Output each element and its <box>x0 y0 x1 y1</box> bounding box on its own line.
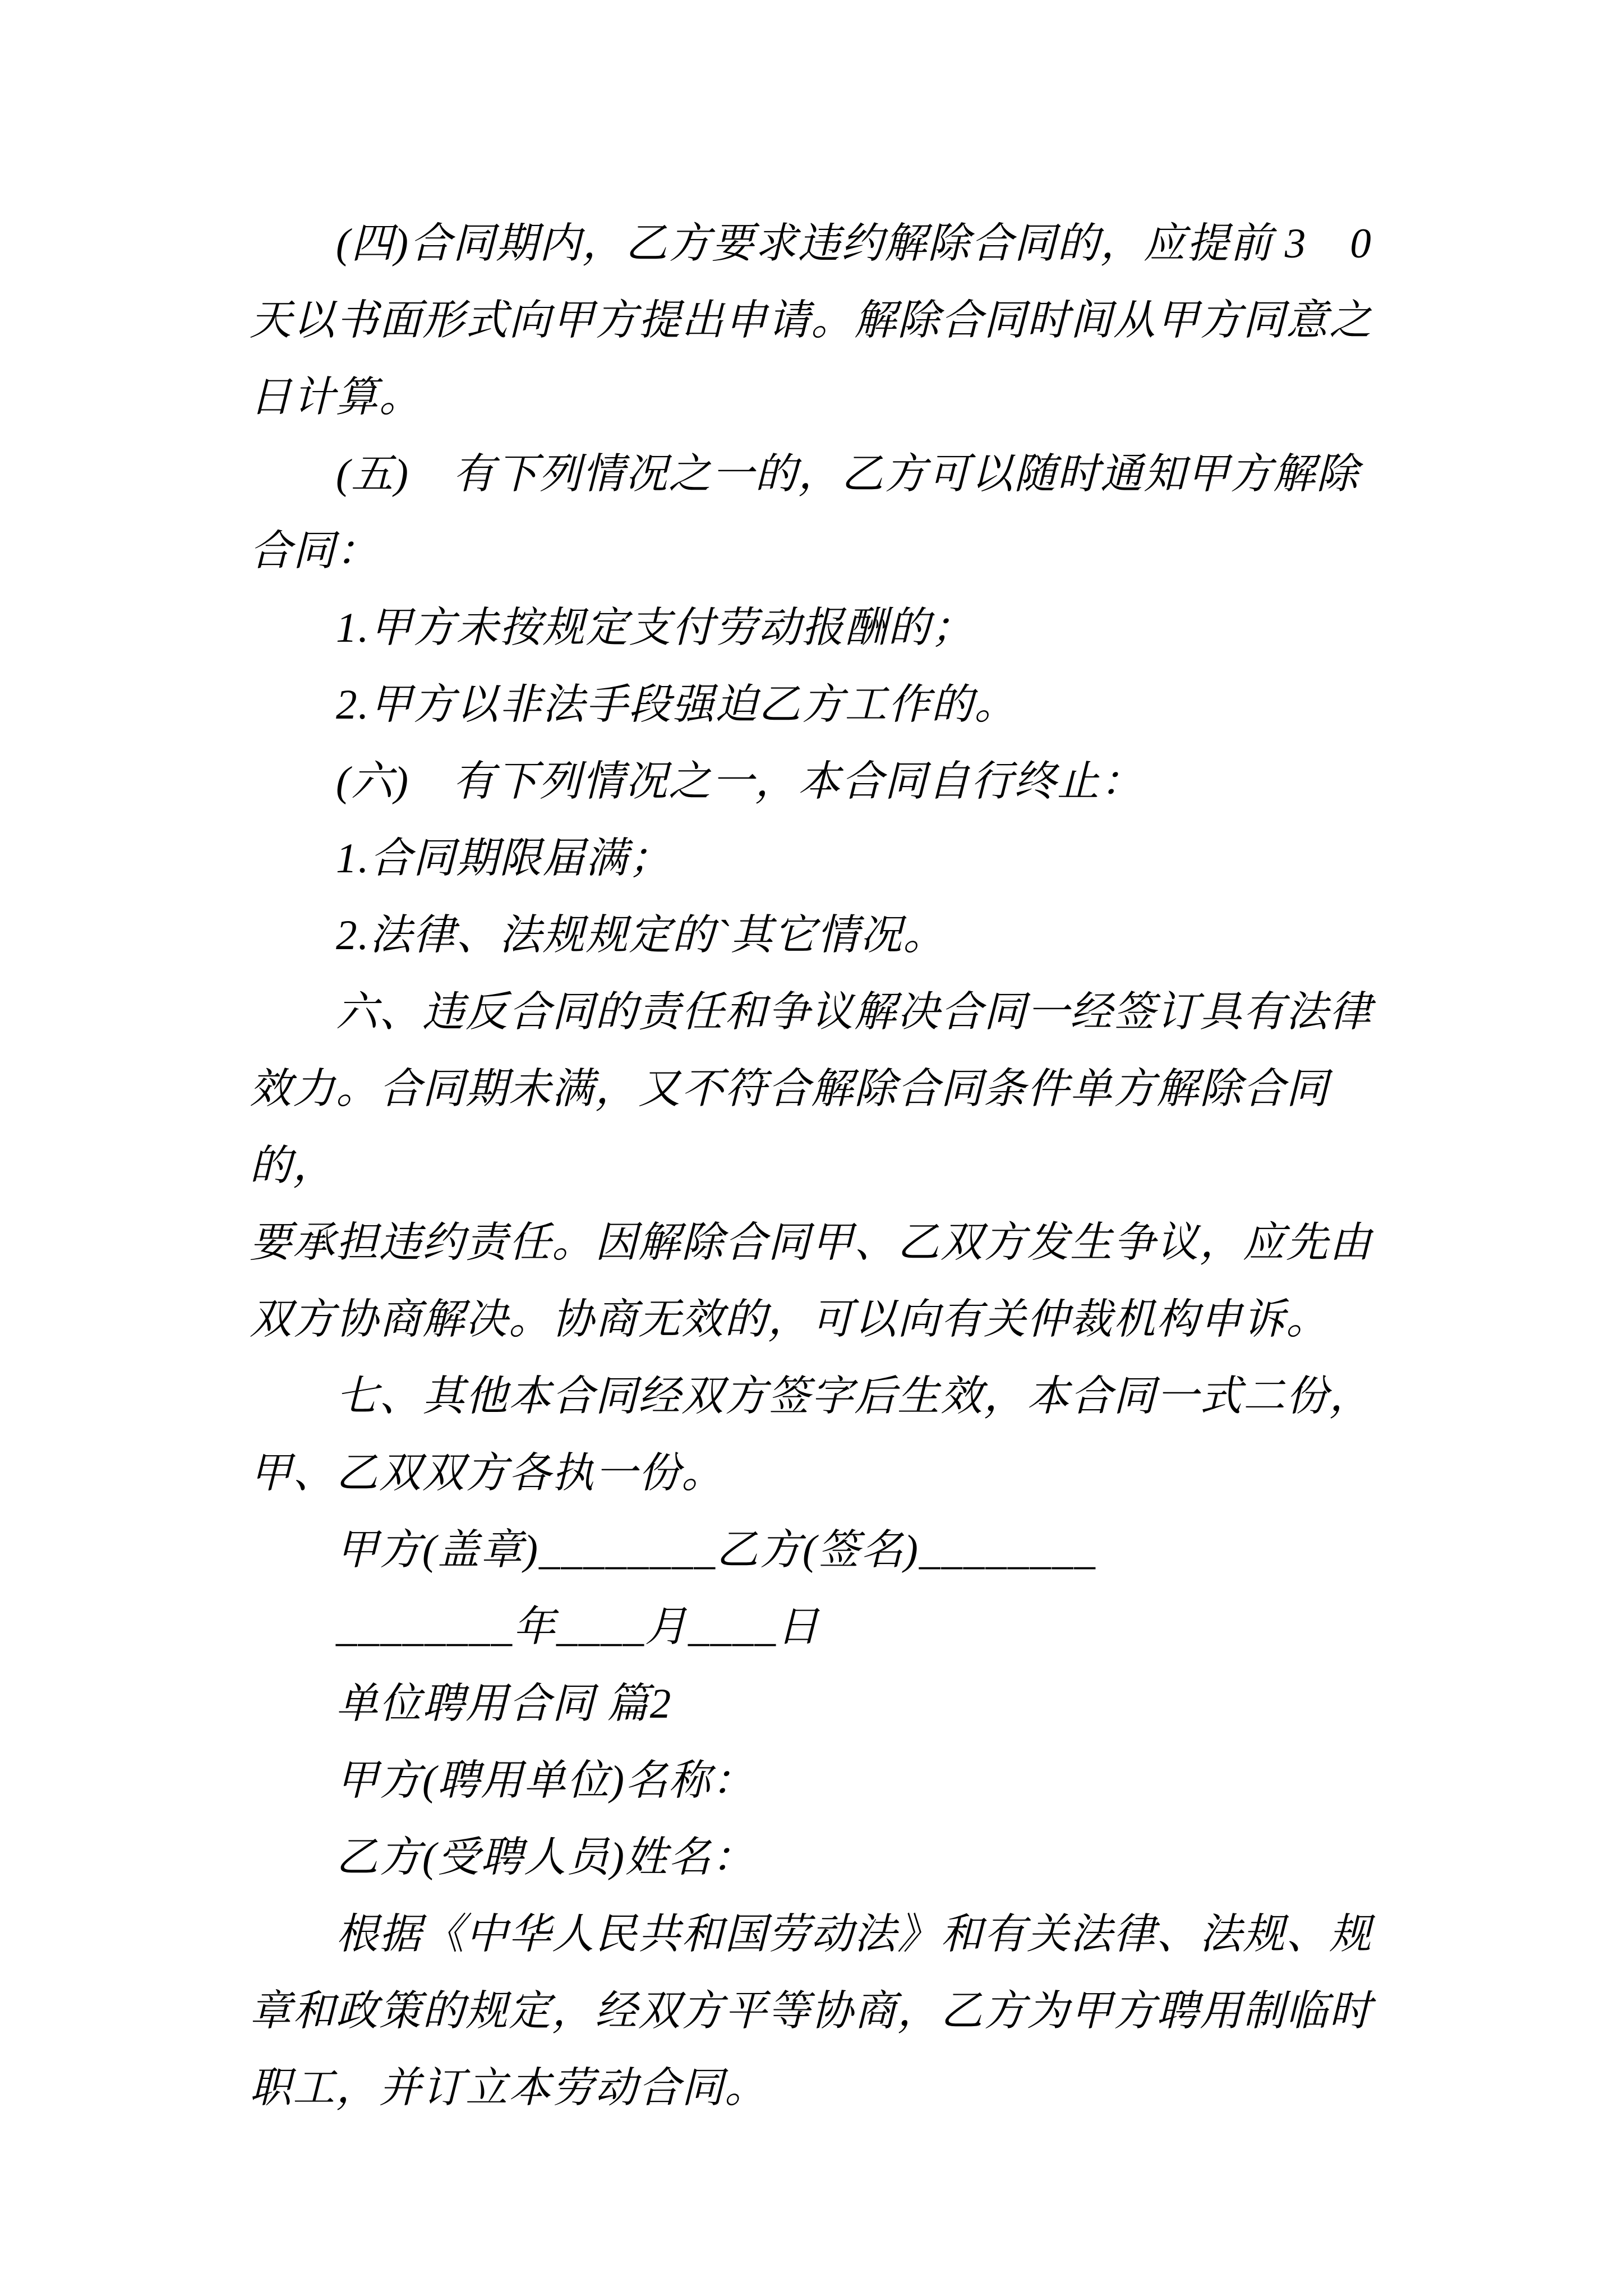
text-line: (四)合同期内，乙方要求违约解除合同的，应提前 3 0 <box>336 220 1372 267</box>
text-line: (六) 有下列情况之一，本合同自行终止： <box>336 758 1144 805</box>
text-line: 甲、乙双双方各执一份。 <box>250 1450 725 1497</box>
signature-line: 甲方(盖章)________乙方(签名)________ <box>336 1527 1096 1573</box>
text-line: (五) 有下列情况之一的，乙方可以随时通知甲方解除 <box>336 451 1359 498</box>
text-line: 七、其他本合同经双方签字后生效，本合同一式二份， <box>336 1373 1373 1420</box>
text-line: 合同： <box>250 528 380 574</box>
text-line: 六、违反合同的责任和争议解决合同一经签订具有法律 <box>336 989 1373 1036</box>
text-line: 1.合同期限届满； <box>336 835 672 882</box>
text-line: 2.甲方以非法手段强迫乙方工作的。 <box>336 682 1018 728</box>
date-line: ________年____月____日 <box>336 1604 820 1650</box>
text-line: 章和政策的规定，经双方平等协商，乙方为甲方聘用制临时 <box>250 1988 1373 2035</box>
text-line: 根据《中华人民共和国劳动法》和有关法律、法规、规 <box>336 1911 1373 1958</box>
text-line: 乙方(受聘人员)姓名： <box>336 1834 755 1881</box>
text-line: 双方协商解决。协商无效的，可以向有关仲裁机构申诉。 <box>250 1296 1330 1343</box>
text-line: 效力。合同期未满，又不符合解除合同条件单方解除合同的， <box>250 1066 1330 1189</box>
text-line: 2.法律、法规规定的`其它情况。 <box>336 912 947 959</box>
contract-text-block <box>250 205 1377 2127</box>
text-line: 日计算。 <box>250 374 423 421</box>
text-line: 职工，并订立本劳动合同。 <box>250 2065 768 2111</box>
section-heading: 单位聘用合同 篇2 <box>336 1681 672 1727</box>
text-line: 天以书面形式向甲方提出申请。解除合同时间从甲方同意之 <box>250 297 1373 344</box>
text-line: 要承担违约责任。因解除合同甲、乙双方发生争议，应先由 <box>250 1220 1373 1266</box>
text-line: 1.甲方未按规定支付劳动报酬的； <box>336 605 975 651</box>
text-line: 甲方(聘用单位)名称： <box>336 1757 755 1804</box>
